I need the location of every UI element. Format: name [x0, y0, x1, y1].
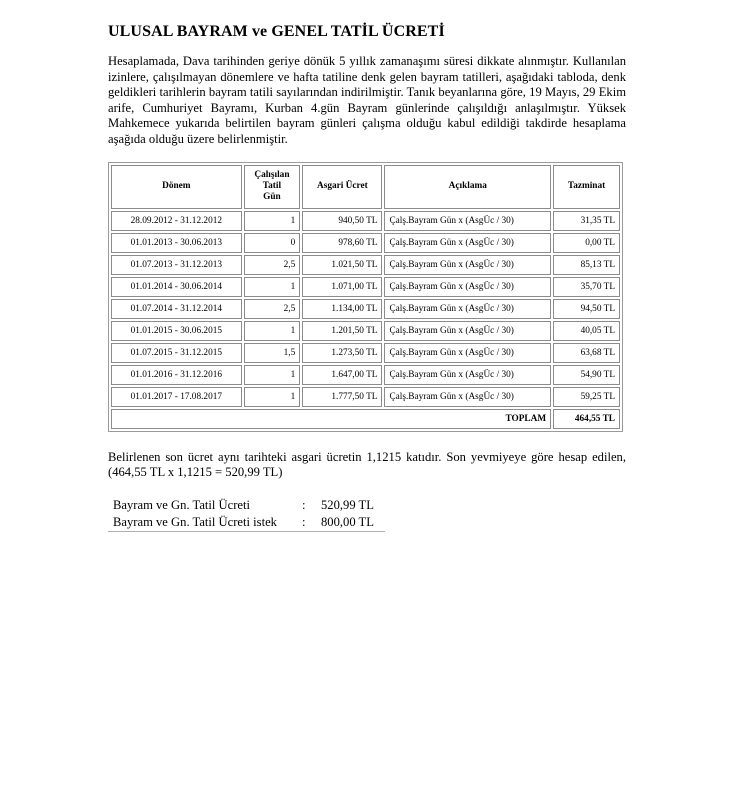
cell-aciklama: Çalş.Bayram Gün x (AsgÜc / 30) [384, 365, 551, 385]
table-total-row [111, 409, 620, 429]
cell-donem: 01.07.2015 - 31.12.2015 [111, 343, 242, 363]
table-row [111, 365, 620, 385]
cell-ucret: 1.071,00 TL [302, 277, 382, 297]
cell-ucret: 1.647,00 TL [302, 365, 382, 385]
cell-ucret: 978,60 TL [302, 233, 382, 253]
cell-gun: 2,5 [244, 255, 301, 275]
cell-donem: 01.07.2014 - 31.12.2014 [111, 299, 242, 319]
summary-row [108, 514, 385, 532]
document-page [108, 22, 626, 532]
header-asgari-ucret: Asgari Ücret [302, 165, 382, 209]
cell-tazminat: 94,50 TL [553, 299, 620, 319]
cell-tazminat: 85,13 TL [553, 255, 620, 275]
cell-aciklama: Çalş.Bayram Gün x (AsgÜc / 30) [384, 211, 551, 231]
cell-donem: 01.01.2013 - 30.06.2013 [111, 233, 242, 253]
cell-donem: 01.01.2016 - 31.12.2016 [111, 365, 242, 385]
cell-gun: 0 [244, 233, 301, 253]
header-tazminat: Tazminat [553, 165, 620, 209]
intro-paragraph: Hesaplamada, Dava tarihinden geriye dönük 5 yıllık zamanaşımı süresi dikkate alınmıştır. Kullanılan izinlere, çalışılmayan dönemlere ve hafta tatiline denk gelen bayram tatilleri, aşağıdaki tabloda, denk geldikleri tarihlerin bayram tatili sayılarından indirilmiştir. Tanık beyanlarına göre, 19 Mayıs, 29 Ekim arife, Cumhuriyet Bayramı, Kurban 4.gün Bayram günlerinde çalışıldığı anlaşılmıştır. Yüksek Mahkemece yukarıda belirtilen bayram günleri çalışma olduğu kabul edildiği takdirde hesaplama aşağıda olduğu üzere belirlenmiştir. [108, 54, 626, 146]
summary-label: Bayram ve Gn. Tatil Ücreti [113, 497, 251, 512]
cell-tazminat: 59,25 TL [553, 387, 620, 407]
table-header-row [111, 165, 620, 209]
cell-tazminat: 35,70 TL [553, 277, 620, 297]
cell-tazminat: 31,35 TL [553, 211, 620, 231]
cell-aciklama: Çalş.Bayram Gün x (AsgÜc / 30) [384, 233, 551, 253]
summary-value: 520,99 TL [321, 497, 374, 512]
cell-gun: 1,5 [244, 343, 301, 363]
header-gun-line2: Tatil [262, 181, 282, 192]
cell-ucret: 1.134,00 TL [302, 299, 382, 319]
table-row [111, 387, 620, 407]
summary-value: 800,00 TL [316, 514, 385, 532]
table-row [111, 233, 620, 253]
cell-donem: 01.01.2014 - 30.06.2014 [111, 277, 242, 297]
table-row [111, 211, 620, 231]
cell-ucret: 940,50 TL [302, 211, 382, 231]
cell-gun: 2,5 [244, 299, 301, 319]
summary-colon: : [297, 514, 316, 532]
cell-gun: 1 [244, 365, 301, 385]
header-aciklama: Açıklama [384, 165, 551, 209]
table-row [111, 277, 620, 297]
cell-aciklama: Çalş.Bayram Gün x (AsgÜc / 30) [384, 343, 551, 363]
cell-donem: 01.07.2013 - 31.12.2013 [111, 255, 242, 275]
table-row [111, 255, 620, 275]
cell-gun: 1 [244, 387, 301, 407]
cell-tazminat: 40,05 TL [553, 321, 620, 341]
cell-tazminat: 63,68 TL [553, 343, 620, 363]
summary-table [108, 497, 385, 532]
cell-ucret: 1.777,50 TL [302, 387, 382, 407]
document-title: ULUSAL BAYRAM ve GENEL TATİL ÜCRETİ [108, 23, 445, 40]
cell-aciklama: Çalş.Bayram Gün x (AsgÜc / 30) [384, 277, 551, 297]
cell-ucret: 1.201,50 TL [302, 321, 382, 341]
cell-gun: 1 [244, 321, 301, 341]
cell-gun: 1 [244, 211, 301, 231]
cell-ucret: 1.021,50 TL [302, 255, 382, 275]
table-row [111, 321, 620, 341]
total-label: TOPLAM [111, 409, 551, 429]
total-value: 464,55 TL [553, 409, 620, 429]
holiday-pay-table [108, 162, 623, 432]
header-calisilan-gun [244, 165, 301, 209]
header-donem: Dönem [111, 165, 242, 209]
summary-label: Bayram ve Gn. Tatil Ücreti istek [108, 514, 297, 532]
summary-row [108, 497, 385, 514]
cell-donem: 01.01.2015 - 30.06.2015 [111, 321, 242, 341]
header-gun-line1: Çalışılan [254, 170, 290, 181]
cell-aciklama: Çalş.Bayram Gün x (AsgÜc / 30) [384, 387, 551, 407]
table-row [111, 343, 620, 363]
cell-aciklama: Çalş.Bayram Gün x (AsgÜc / 30) [384, 321, 551, 341]
cell-ucret: 1.273,50 TL [302, 343, 382, 363]
cell-gun: 1 [244, 277, 301, 297]
cell-donem: 28.09.2012 - 31.12.2012 [111, 211, 242, 231]
cell-donem: 01.01.2017 - 17.08.2017 [111, 387, 242, 407]
table-row [111, 299, 620, 319]
summary-colon: : [302, 497, 306, 512]
header-gun-line3: Gün [263, 192, 281, 203]
cell-tazminat: 54,90 TL [553, 365, 620, 385]
note-paragraph: Belirlenen son ücret aynı tarihteki asgari ücretin 1,1215 katıdır. Son yevmiyeye göre hesap edilen, (464,55 TL x 1,1215 = 520,99 TL) [108, 449, 626, 480]
cell-tazminat: 0,00 TL [553, 233, 620, 253]
cell-aciklama: Çalş.Bayram Gün x (AsgÜc / 30) [384, 255, 551, 275]
cell-aciklama: Çalş.Bayram Gün x (AsgÜc / 30) [384, 299, 551, 319]
